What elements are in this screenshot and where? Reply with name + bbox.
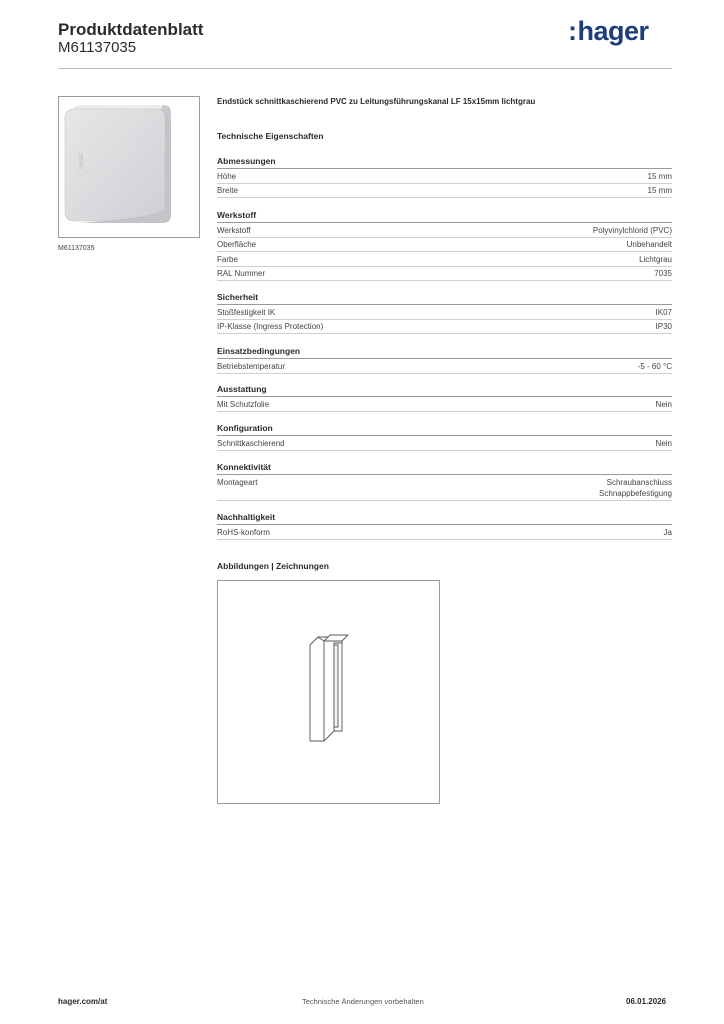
- spec-value: Ja: [663, 527, 672, 537]
- section-konnektivitaet: [217, 461, 672, 501]
- spec-value: 15 mm: [647, 186, 672, 195]
- spec-value: IK07: [655, 307, 672, 317]
- tech-properties-heading: Technische Eigenschaften: [217, 131, 324, 141]
- spec-row: [217, 252, 672, 267]
- product-photo: [58, 96, 200, 238]
- spec-value: Unbehandelt: [626, 240, 672, 249]
- section-title: Einsatzbedingungen: [217, 345, 672, 359]
- spec-value: 7035: [654, 269, 672, 278]
- section-nachhaltigkeit: [217, 511, 672, 540]
- hager-logo: [568, 16, 649, 47]
- section-title: Nachhaltigkeit: [217, 511, 672, 525]
- spec-row: [217, 359, 672, 374]
- document-title: Produktdatenblatt: [58, 20, 204, 39]
- spec-label: Oberfläche: [217, 240, 257, 249]
- section-konfiguration: [217, 422, 672, 451]
- section-title: Konfiguration: [217, 422, 672, 436]
- section-title: Werkstoff: [217, 209, 672, 223]
- spec-label: Werkstoff: [217, 225, 251, 235]
- technical-drawing: [217, 580, 440, 804]
- spec-value: Schnappbefestigung: [599, 488, 672, 498]
- spec-label: RAL Nummer: [217, 269, 266, 278]
- section-title: Konnektivität: [217, 461, 672, 475]
- spec-value-group: [599, 477, 672, 499]
- drawings-heading: Abbildungen | Zeichnungen: [217, 561, 329, 571]
- spec-label: IP-Klasse (Ingress Protection): [217, 322, 324, 331]
- spec-label: Betriebstemperatur: [217, 361, 286, 371]
- footer-date: 06.01.2026: [626, 997, 667, 1006]
- section-title: Ausstattung: [217, 383, 672, 397]
- product-endcap-icon: [59, 97, 199, 237]
- svg-text:tehalit: tehalit: [79, 152, 85, 169]
- section-title: Sicherheit: [217, 291, 672, 305]
- endcap-drawing-icon: [218, 581, 439, 803]
- logo-colon-icon: :: [568, 16, 577, 46]
- spec-row: [217, 475, 672, 501]
- spec-label: Stoßfestigkeit IK: [217, 307, 276, 317]
- section-werkstoff: [217, 209, 672, 281]
- spec-value: Polyvinylchlorid (PVC): [592, 225, 672, 235]
- spec-value: Schraubanschluss: [606, 477, 672, 487]
- logo-text: hager: [577, 16, 649, 46]
- spec-value: Nein: [655, 438, 672, 448]
- footer-notice: Technische Änderungen vorbehalten: [302, 997, 424, 1006]
- spec-label: Mit Schutzfolie: [217, 399, 270, 409]
- footer-website: hager.com/at: [58, 997, 108, 1006]
- spec-value: Lichtgrau: [639, 254, 672, 264]
- product-description: Endstück schnittkaschierend PVC zu Leitungsführungskanal LF 15x15mm lichtgrau: [217, 97, 536, 106]
- spec-row: [217, 238, 672, 253]
- spec-label: Höhe: [217, 171, 237, 181]
- article-number: M61137035: [58, 39, 137, 56]
- spec-value: Nein: [655, 399, 672, 409]
- section-abmessungen: [217, 155, 672, 198]
- spec-label: Breite: [217, 186, 238, 195]
- spec-row: [217, 169, 672, 184]
- header-divider: [58, 68, 672, 69]
- spec-row: [217, 184, 672, 199]
- spec-row: [217, 320, 672, 335]
- spec-label: RoHS-konform: [217, 527, 270, 537]
- spec-value: -5 - 60 °C: [637, 361, 672, 371]
- section-ausstattung: [217, 383, 672, 412]
- spec-label: Schnittkaschierend: [217, 438, 285, 448]
- spec-value: 15 mm: [647, 171, 672, 181]
- spec-row: [217, 305, 672, 320]
- spec-row: [217, 397, 672, 412]
- section-einsatzbedingungen: [217, 345, 672, 374]
- spec-value: IP30: [655, 322, 672, 331]
- spec-label: Montageart: [217, 477, 258, 487]
- section-sicherheit: [217, 291, 672, 334]
- photo-caption: M61137035: [58, 245, 95, 252]
- spec-row: [217, 436, 672, 451]
- spec-row: [217, 267, 672, 282]
- section-title: Abmessungen: [217, 155, 672, 169]
- spec-row: [217, 525, 672, 540]
- spec-row: [217, 223, 672, 238]
- spec-label: Farbe: [217, 254, 238, 264]
